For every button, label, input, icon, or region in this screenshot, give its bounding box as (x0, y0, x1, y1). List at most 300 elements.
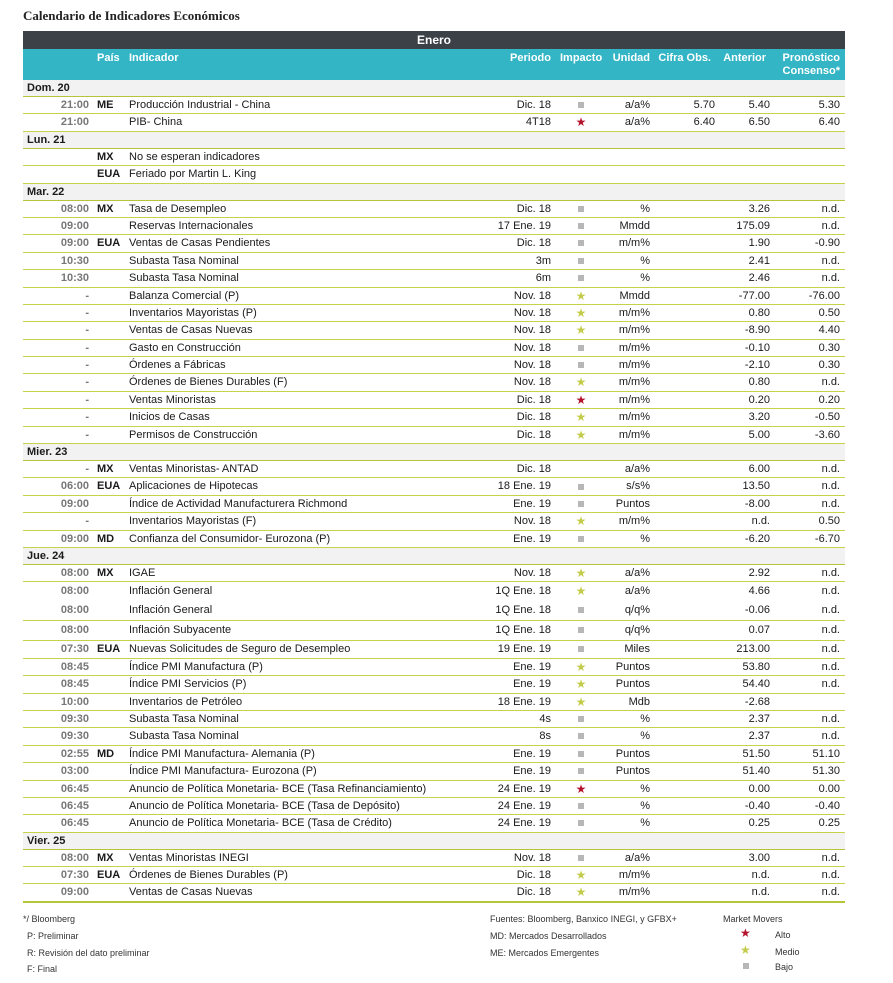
row-forecast: 0.25 (818, 817, 840, 830)
row-indicator: Índice PMI Manufactura (P) (129, 660, 263, 673)
row-previous: 2.46 (748, 272, 770, 285)
row-period: Nov. 18 (513, 289, 551, 302)
row-unit: Puntos (615, 497, 650, 510)
row-indicator: Órdenes a Fábricas (129, 359, 226, 372)
impact-low-square-icon (574, 641, 588, 657)
row-previous: 0.80 (748, 376, 770, 389)
table-row (23, 746, 845, 763)
impact-low-square-icon (574, 97, 588, 113)
header-anterior: Anterior (723, 52, 766, 64)
impact-low-square-icon (574, 763, 588, 779)
row-indicator: Anuncio de Política Monetaria- BCE (Tasa de Depósito) (129, 799, 400, 812)
row-country: EUA (97, 643, 121, 656)
legend-star-high-icon: ★ (740, 926, 751, 940)
impact-medium-star-icon: ★ (575, 659, 587, 674)
row-forecast: n.d. (821, 886, 840, 899)
row-forecast: 0.30 (818, 359, 840, 372)
row-indicator: Inflación Subyacente (129, 624, 232, 637)
page-title: Calendario de Indicadores Económicos (23, 8, 240, 23)
row-time: 08:00 (60, 624, 89, 637)
row-previous: 3.26 (748, 202, 770, 215)
row-indicator: Inflación General (129, 604, 213, 617)
row-period: Nov. 18 (513, 566, 551, 579)
row-unit: m/m% (618, 869, 650, 882)
day-label: Mier. 23 (27, 446, 68, 459)
row-period: Ene. 19 (513, 532, 551, 545)
impact-medium-star-icon: ★ (575, 305, 587, 320)
row-indicator: Índice PMI Servicios (P) (129, 678, 247, 691)
row-time: 09:00 (60, 497, 89, 510)
row-indicator: Tasa de Desempleo (129, 202, 227, 215)
row-period: 19 Ene. 19 (497, 643, 551, 656)
row-previous: 6.00 (748, 463, 770, 476)
row-forecast: n.d. (821, 254, 840, 267)
row-previous: -2.10 (744, 359, 770, 372)
row-previous: 51.50 (742, 747, 770, 760)
row-previous: -0.40 (744, 799, 770, 812)
row-unit: m/m% (618, 393, 650, 406)
row-unit: m/m% (618, 306, 650, 319)
row-indicator: Ventas de Casas Nuevas (129, 886, 253, 899)
row-time: 21:00 (60, 116, 89, 129)
row-previous: 4.66 (748, 585, 770, 598)
row-period: 18 Ene. 19 (497, 695, 551, 708)
header-pronostico-line1: Pronóstico (782, 52, 840, 64)
table-row (23, 166, 845, 183)
table-row (23, 621, 845, 641)
row-previous: 0.00 (748, 782, 770, 795)
table-row (23, 763, 845, 780)
legend-medio: Medio (775, 947, 800, 957)
table-row (23, 659, 845, 676)
row-unit: Puntos (615, 678, 650, 691)
row-previous: 6.50 (748, 116, 770, 129)
row-forecast: 4.40 (818, 324, 840, 337)
row-country: MX (97, 202, 114, 215)
row-indicator: Ventas de Casas Nuevas (129, 324, 253, 337)
row-previous: 51.40 (742, 765, 770, 778)
row-time: - (85, 428, 89, 441)
row-unit: m/m% (618, 376, 650, 389)
row-indicator: Producción Industrial - China (129, 99, 271, 111)
row-period: Dic. 18 (516, 237, 551, 250)
row-period: Nov. 18 (513, 359, 551, 372)
row-indicator: Inflación General (129, 585, 213, 598)
row-forecast: n.d. (821, 643, 840, 656)
row-unit: Mmdd (619, 219, 650, 232)
impact-medium-star-icon: ★ (575, 868, 587, 883)
row-indicator: Inventarios de Petróleo (129, 695, 243, 708)
row-previous: 175.09 (736, 219, 770, 232)
table-row (23, 478, 845, 495)
row-period: Dic. 18 (516, 411, 551, 424)
row-previous: 5.00 (748, 428, 770, 441)
day-row (23, 548, 845, 565)
row-previous: 0.07 (748, 624, 770, 637)
row-unit: Miles (624, 643, 650, 656)
row-unit: q/q% (624, 624, 650, 637)
impact-high-star-icon: ★ (575, 781, 587, 796)
row-time: - (85, 359, 89, 372)
row-unit: a/a% (624, 116, 650, 129)
row-period: 24 Ene. 19 (497, 782, 551, 795)
row-indicator: Ventas Minoristas INEGI (129, 851, 249, 864)
row-period: 24 Ene. 19 (497, 817, 551, 830)
day-row (23, 444, 845, 461)
row-previous: 0.80 (748, 306, 770, 319)
header-periodo: Periodo (510, 52, 551, 64)
row-country: EUA (97, 168, 121, 181)
row-previous: 0.20 (748, 393, 770, 406)
table-row (23, 781, 845, 798)
month-bar: Enero (23, 31, 845, 49)
row-time: 09:00 (60, 532, 89, 545)
row-time: 10:30 (60, 272, 89, 285)
day-row (23, 833, 845, 850)
row-time: 08:45 (60, 660, 89, 673)
row-previous: 2.41 (748, 254, 770, 267)
row-unit: % (640, 532, 650, 545)
legend-alto: Alto (775, 930, 791, 940)
legend-title: Market Movers (723, 914, 783, 924)
row-forecast: -0.50 (814, 411, 840, 424)
impact-high-star-icon: ★ (575, 115, 587, 130)
row-period: 24 Ene. 19 (497, 799, 551, 812)
row-time: - (85, 515, 89, 528)
row-time: 09:30 (60, 730, 89, 743)
table-row (23, 641, 845, 658)
table-row (23, 374, 845, 391)
row-unit: m/m% (618, 515, 650, 528)
row-unit: % (640, 202, 650, 215)
note-me: ME: Mercados Emergentes (490, 948, 600, 958)
table-row (23, 427, 845, 444)
row-forecast: -3.60 (814, 428, 840, 441)
legend-star-medium-icon: ★ (740, 943, 751, 957)
row-forecast: 6.40 (818, 116, 840, 129)
row-previous: -0.10 (744, 341, 770, 354)
row-forecast: 0.20 (818, 393, 840, 406)
row-period: Nov. 18 (513, 376, 551, 389)
row-period: Nov. 18 (513, 306, 551, 319)
row-forecast: n.d. (821, 202, 840, 215)
row-country: EUA (97, 237, 121, 250)
row-previous: 53.80 (742, 660, 770, 673)
table-body (23, 80, 845, 903)
row-forecast: 0.50 (818, 515, 840, 528)
impact-medium-star-icon: ★ (575, 584, 587, 599)
note-preliminar: P: Preliminar (27, 931, 79, 941)
row-forecast: n.d. (821, 566, 840, 579)
header-impacto: Impacto (560, 52, 603, 64)
impact-low-square-icon (574, 270, 588, 286)
row-previous: -0.06 (744, 604, 770, 617)
row-indicator: Índice PMI Manufactura- Eurozona (P) (129, 765, 317, 778)
row-forecast: n.d. (821, 869, 840, 882)
row-indicator: PIB- China (129, 116, 183, 129)
table-row (23, 114, 845, 131)
row-period: Ene. 19 (513, 497, 551, 510)
row-forecast: n.d. (821, 730, 840, 743)
row-observed: 6.40 (693, 116, 715, 129)
row-unit: q/q% (624, 604, 650, 617)
row-indicator: IGAE (129, 566, 156, 579)
row-previous: -8.90 (744, 324, 770, 337)
day-label: Lun. 21 (27, 133, 66, 146)
row-country: MX (97, 463, 114, 476)
header-indicador: Indicador (129, 52, 179, 64)
row-forecast: n.d. (821, 272, 840, 285)
row-time: 08:00 (60, 585, 89, 598)
row-previous: 2.92 (748, 566, 770, 579)
note-md: MD: Mercados Desarrollados (490, 931, 607, 941)
row-period: Dic. 18 (516, 428, 551, 441)
row-forecast: -0.40 (814, 799, 840, 812)
row-indicator: Subasta Tasa Nominal (129, 272, 239, 285)
impact-low-square-icon (574, 746, 588, 762)
day-label: Jue. 24 (27, 549, 65, 562)
impact-medium-star-icon: ★ (575, 565, 587, 580)
row-forecast: n.d. (821, 712, 840, 725)
row-unit: m/m% (618, 324, 650, 337)
impact-low-square-icon (574, 201, 588, 217)
row-indicator: Balanza Comercial (P) (129, 289, 240, 302)
row-indicator: Reservas Internacionales (129, 219, 254, 232)
row-indicator: Permisos de Construcción (129, 428, 258, 441)
row-time: 07:30 (60, 869, 89, 882)
table-row (23, 97, 845, 114)
row-indicator: Ventas de Casas Pendientes (129, 237, 271, 250)
row-unit: a/a% (624, 566, 650, 579)
row-forecast: 51.30 (812, 765, 840, 778)
impact-low-square-icon (574, 798, 588, 814)
row-previous: 3.20 (748, 411, 770, 424)
row-previous: 3.00 (748, 851, 770, 864)
impact-low-square-icon (574, 815, 588, 831)
table-row (23, 728, 845, 745)
row-previous: 54.40 (742, 678, 770, 691)
row-forecast: 0.30 (818, 341, 840, 354)
row-time: - (85, 289, 89, 302)
row-period: Nov. 18 (513, 851, 551, 864)
row-time: - (85, 393, 89, 406)
row-period: Ene. 19 (513, 765, 551, 778)
row-period: 3m (535, 254, 551, 267)
row-time: 02:55 (60, 747, 89, 760)
row-forecast: -0.90 (814, 237, 840, 250)
row-time: 08:00 (60, 604, 89, 617)
row-indicator: Confianza del Consumidor- Eurozona (P) (129, 532, 331, 545)
row-time: 06:45 (60, 782, 89, 795)
row-unit: % (640, 799, 650, 812)
day-row (23, 132, 845, 149)
calendar-table (23, 31, 845, 903)
impact-low-square-icon (574, 357, 588, 373)
row-period: Dic. 18 (516, 869, 551, 882)
impact-medium-star-icon: ★ (575, 410, 587, 425)
row-unit: a/a% (624, 851, 650, 864)
row-indicator: Subasta Tasa Nominal (129, 254, 239, 267)
row-unit: m/m% (618, 359, 650, 372)
row-indicator: Índice de Actividad Manufacturera Richmond (129, 497, 348, 510)
row-previous: n.d. (751, 515, 770, 528)
row-indicator: Índice PMI Manufactura- Alemania (P) (129, 747, 315, 760)
row-period: Dic. 18 (516, 886, 551, 899)
impact-low-square-icon (574, 253, 588, 269)
row-forecast: 5.30 (818, 99, 840, 111)
row-period: 1Q Ene. 18 (495, 604, 551, 617)
impact-low-square-icon (574, 531, 588, 547)
impact-low-square-icon (574, 340, 588, 356)
row-time: 09:00 (60, 886, 89, 899)
table-row (23, 867, 845, 884)
impact-low-square-icon (574, 496, 588, 512)
row-time: 09:00 (60, 237, 89, 250)
row-time: 09:30 (60, 712, 89, 725)
row-time: 10:00 (60, 695, 89, 708)
row-indicator: Ventas Minoristas (129, 393, 216, 406)
row-country: MX (97, 851, 114, 864)
row-previous: -2.68 (744, 695, 770, 708)
row-forecast: -6.70 (814, 532, 840, 545)
row-period: Ene. 19 (513, 660, 551, 673)
row-time: 21:00 (60, 99, 89, 111)
impact-low-square-icon (574, 235, 588, 251)
impact-low-square-icon (574, 711, 588, 727)
row-indicator: Gasto en Construcción (129, 341, 241, 354)
row-forecast: n.d. (821, 585, 840, 598)
table-row (23, 676, 845, 693)
row-time: 03:00 (60, 765, 89, 778)
row-previous: -8.00 (744, 497, 770, 510)
table-row (23, 149, 845, 166)
table-row (23, 270, 845, 287)
table-row (23, 340, 845, 357)
row-indicator: Aplicaciones de Hipotecas (129, 480, 259, 493)
day-label: Mar. 22 (27, 185, 65, 198)
row-forecast: n.d. (821, 624, 840, 637)
row-unit: Puntos (615, 747, 650, 760)
table-row (23, 601, 845, 621)
table-row (23, 357, 845, 374)
impact-low-square-icon (574, 728, 588, 744)
row-previous: 0.25 (748, 817, 770, 830)
table-row (23, 582, 845, 601)
row-forecast: n.d. (821, 604, 840, 617)
row-indicator: Inventarios Mayoristas (P) (129, 306, 257, 319)
table-row (23, 711, 845, 728)
row-forecast: 0.50 (818, 306, 840, 319)
row-indicator: Ventas Minoristas- ANTAD (129, 463, 259, 476)
row-forecast: 0.00 (818, 782, 840, 795)
row-forecast: n.d. (821, 678, 840, 691)
impact-low-square-icon (574, 850, 588, 866)
impact-medium-star-icon: ★ (575, 375, 587, 390)
row-period: Nov. 18 (513, 341, 551, 354)
row-period: 4s (539, 712, 551, 725)
row-time: 07:30 (60, 643, 89, 656)
table-row (23, 798, 845, 815)
table-row (23, 201, 845, 218)
row-previous: 13.50 (742, 480, 770, 493)
impact-medium-star-icon: ★ (575, 427, 587, 442)
note-final: F: Final (27, 964, 58, 974)
row-observed: 5.70 (693, 99, 715, 111)
row-indicator: Subasta Tasa Nominal (129, 712, 239, 725)
legend-bajo: Bajo (775, 962, 794, 972)
legend-square-low-icon (743, 963, 749, 969)
row-forecast: n.d. (821, 851, 840, 864)
row-period: Nov. 18 (513, 515, 551, 528)
row-previous: n.d. (751, 869, 770, 882)
table-row (23, 392, 845, 409)
impact-medium-star-icon: ★ (575, 288, 587, 303)
table-row (23, 305, 845, 322)
day-label: Dom. 20 (27, 82, 70, 94)
row-time: 06:45 (60, 817, 89, 830)
row-indicator: Subasta Tasa Nominal (129, 730, 239, 743)
row-previous: 2.37 (748, 730, 770, 743)
row-country: MX (97, 150, 114, 163)
row-time: 08:00 (60, 566, 89, 579)
impact-high-star-icon: ★ (575, 392, 587, 407)
row-previous: 213.00 (736, 643, 770, 656)
row-unit: Puntos (615, 660, 650, 673)
row-time: - (85, 411, 89, 424)
row-unit: % (640, 817, 650, 830)
row-period: 1Q Ene. 18 (495, 624, 551, 637)
row-time: - (85, 341, 89, 354)
row-country: EUA (97, 480, 121, 493)
row-previous: n.d. (751, 886, 770, 899)
row-period: 4T18 (525, 116, 551, 129)
impact-low-square-icon (574, 601, 588, 620)
table-row (23, 850, 845, 867)
row-country: ME (97, 99, 114, 111)
row-time: - (85, 463, 89, 476)
note-bloomberg: */ Bloomberg (23, 914, 76, 924)
row-time: 10:30 (60, 254, 89, 267)
row-period: Dic. 18 (516, 463, 551, 476)
row-time: - (85, 324, 89, 337)
row-indicator: No se esperan indicadores (129, 150, 260, 163)
row-time: 08:00 (60, 202, 89, 215)
row-indicator: Feriado por Martin L. King (129, 168, 257, 181)
row-unit: a/a% (624, 463, 650, 476)
row-unit: Mmdd (619, 289, 650, 302)
row-unit: Puntos (615, 765, 650, 778)
row-country: MX (97, 566, 114, 579)
row-time: - (85, 306, 89, 319)
row-previous: 2.37 (748, 712, 770, 725)
row-unit: a/a% (624, 99, 650, 111)
row-unit: % (640, 272, 650, 285)
impact-low-square-icon (574, 218, 588, 234)
table-row (23, 513, 845, 530)
row-previous: -77.00 (738, 289, 770, 302)
row-previous: 1.90 (748, 237, 770, 250)
row-period: 6m (535, 272, 551, 285)
table-row (23, 815, 845, 832)
row-unit: s/s% (626, 480, 650, 493)
table-row (23, 322, 845, 339)
row-forecast: n.d. (821, 660, 840, 673)
row-indicator: Inicios de Casas (129, 411, 210, 424)
row-unit: % (640, 730, 650, 743)
table-header (23, 49, 845, 80)
table-row (23, 288, 845, 305)
row-period: Dic. 18 (516, 393, 551, 406)
